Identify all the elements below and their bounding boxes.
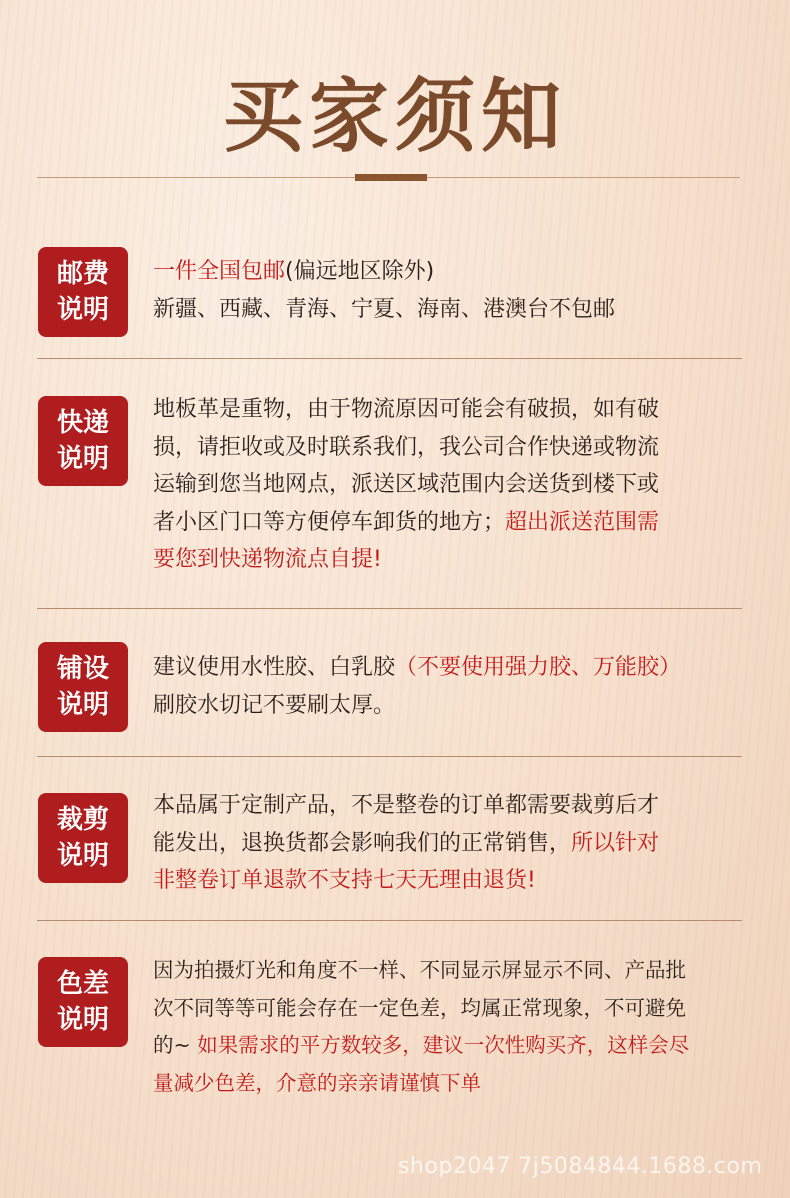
text-line bbox=[153, 825, 743, 863]
text-span: 损，请拒收或及时联系我们，我公司合作快递或物流 bbox=[153, 434, 660, 460]
color-difference-text bbox=[153, 952, 748, 1102]
text-span: 如果需求的平方数较多，建议一次性购买齐，这样会尽 bbox=[197, 1033, 690, 1057]
text-span: 超出派送范围需 bbox=[505, 509, 660, 535]
section-divider bbox=[37, 608, 742, 609]
text-line bbox=[153, 429, 743, 467]
text-span: 能发出，退换货都会影响我们的正常销售， bbox=[153, 830, 572, 856]
badge-line-2: 说明 bbox=[56, 1005, 109, 1035]
text-span: 非整卷订单退款不支持七天无理由退货! bbox=[153, 868, 536, 893]
cutting-text bbox=[153, 787, 743, 900]
text-line bbox=[153, 952, 748, 990]
text-span: 一件全国包邮 bbox=[153, 259, 286, 284]
delivery-text bbox=[153, 391, 743, 579]
text-span: 量减少色差，介意的亲亲请谨慎下单 bbox=[153, 1070, 481, 1095]
badge-line-1: 色差 bbox=[56, 969, 109, 999]
watermark: shop2047 7j5084844.1688.com bbox=[398, 1154, 763, 1179]
badge-line-2: 说明 bbox=[56, 841, 109, 871]
text-line bbox=[153, 862, 743, 900]
badge-color-difference bbox=[38, 957, 128, 1047]
badge-line-2: 说明 bbox=[56, 690, 109, 720]
section-divider bbox=[37, 358, 742, 359]
text-span: 要您到快递物流点自提! bbox=[153, 547, 382, 572]
page-title: 买家须知 bbox=[223, 70, 567, 163]
text-line bbox=[153, 1027, 748, 1065]
badge-installation bbox=[38, 642, 128, 732]
text-span: 因为拍摄灯光和角度不一样、不同显示屏显示不同、产品批 bbox=[153, 958, 686, 982]
badge-line-2: 说明 bbox=[56, 295, 109, 325]
text-span: 所以针对 bbox=[571, 830, 660, 856]
text-line bbox=[153, 253, 743, 291]
text-span: 本品属于定制产品，不是整卷的订单都需要裁剪后才 bbox=[153, 793, 660, 818]
text-line bbox=[153, 391, 743, 429]
badge-line-1: 邮费 bbox=[56, 259, 109, 289]
badge-line-2: 说明 bbox=[56, 444, 109, 474]
title-accent-bar bbox=[355, 174, 427, 181]
text-span: （不要使用强力胶、万能胶） bbox=[395, 655, 682, 680]
text-span: 者小区门口等方便停车卸货的地方； bbox=[153, 509, 506, 535]
text-line bbox=[153, 990, 748, 1028]
installation-text bbox=[153, 649, 753, 724]
text-line bbox=[153, 291, 743, 329]
text-span: 刷胶水切记不要刷太厚。 bbox=[153, 692, 396, 718]
text-span: 次不同等等可能会存在一定色差，均属正常现象，不可避免 bbox=[153, 995, 686, 1020]
badge-line-1: 铺设 bbox=[56, 654, 109, 684]
postage-text bbox=[153, 253, 743, 328]
badge-postage bbox=[38, 247, 128, 337]
section-divider bbox=[37, 920, 742, 921]
text-span: (偏远地区除外) bbox=[285, 259, 435, 284]
text-line bbox=[153, 687, 753, 725]
text-line bbox=[153, 1065, 748, 1103]
section-divider bbox=[37, 756, 742, 757]
text-line bbox=[153, 504, 743, 542]
text-line bbox=[153, 541, 743, 579]
text-span: 运输到您当地网点，派送区域范围内会送货到楼下或 bbox=[153, 472, 660, 497]
text-line bbox=[153, 787, 743, 825]
badge-delivery bbox=[38, 396, 128, 486]
text-span: 地板革是重物，由于物流原因可能会有破损，如有破 bbox=[153, 397, 660, 422]
text-span: 建议使用水性胶、白乳胶 bbox=[153, 655, 396, 680]
text-line bbox=[153, 466, 743, 504]
badge-cutting bbox=[38, 793, 128, 883]
badge-line-1: 快递 bbox=[56, 408, 109, 438]
text-span: 新疆、西藏、青海、宁夏、海南、港澳台不包邮 bbox=[153, 296, 616, 322]
badge-line-1: 裁剪 bbox=[56, 805, 109, 835]
text-line bbox=[153, 649, 753, 687]
text-span: 的~ bbox=[153, 1033, 198, 1057]
